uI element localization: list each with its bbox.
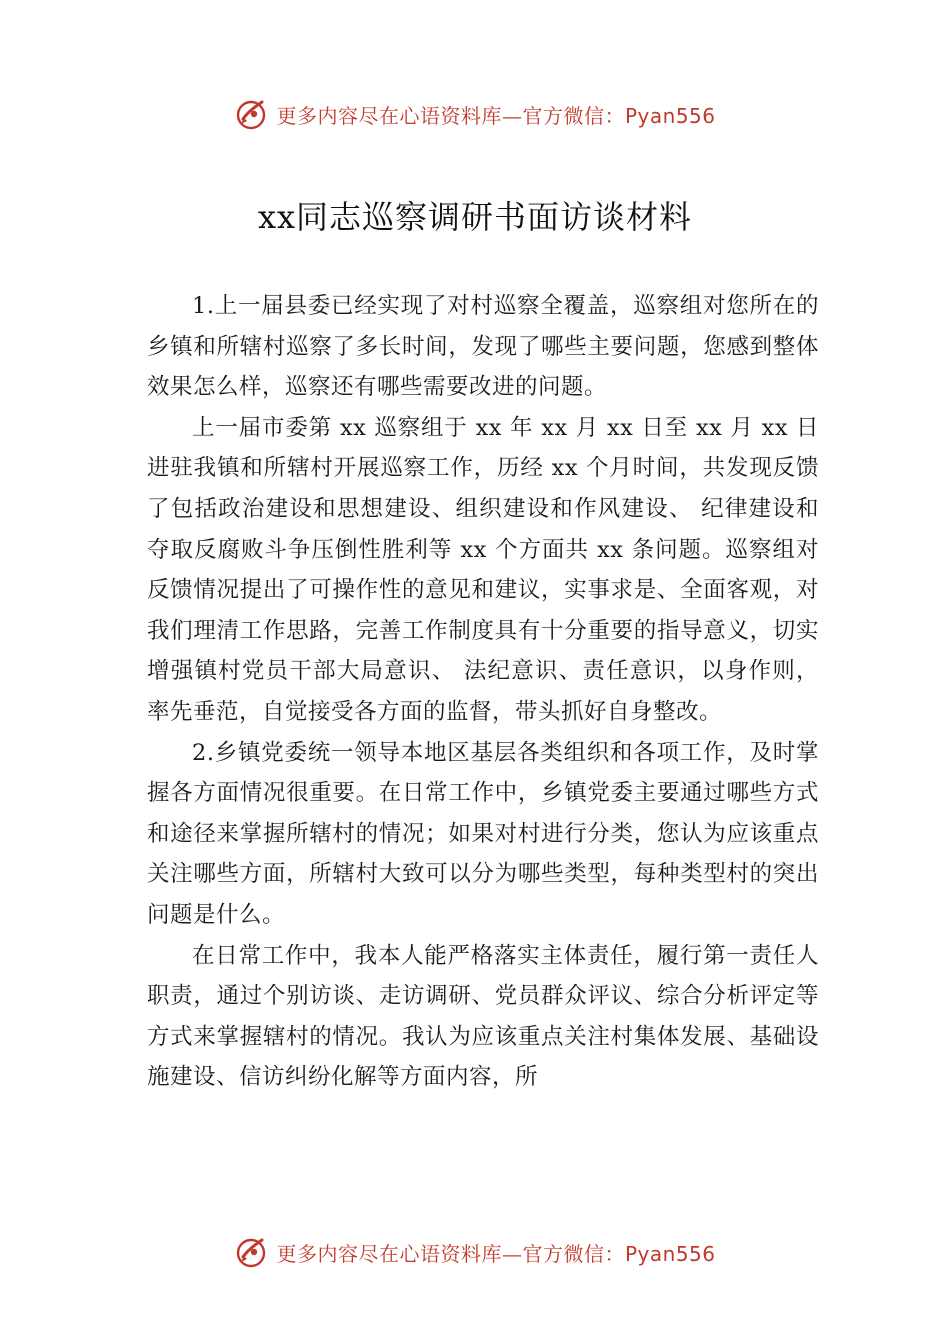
paragraph: 上一届市委第 xx 巡察组于 xx 年 xx 月 xx 日至 xx 月 xx 日进驻我镇和所辖村开展巡察工作，历经 xx 个月时间，共发现反馈了包括政治建设和思想建设、组织建设和作风建设、 纪律建设和夺取反腐败斗争压倒性胜利等 xx 个方面共 xx 条问题。巡察组对反馈情况提出了可操作性的意见和建议，实事求是、全面客观，对我们理清工作思路，完善工作制度具有十分重要的指导意义，切实增强镇村党员干部大局意识、 法纪意识、责任意识，以身作则，率先垂范，自觉接受各方面的监督，带头抓好自身整改。 bbox=[147, 414, 819, 725]
header-watermark-banner bbox=[0, 94, 950, 134]
paragraph: 在日常工作中，我本人能严格落实主体责任，履行第一责任人职责，通过个别访谈、走访调研、党员群众评议、综合分析评定等方式来掌握辖村的情况。我认为应该重点关注村集体发展、基础设施建设、信访纠纷化解等方面内容，所 bbox=[147, 942, 819, 1091]
pen-circle-logo-icon bbox=[234, 97, 268, 131]
banner-text: 更多内容尽在心语资料库—官方微信：Pyan556 bbox=[276, 103, 716, 128]
banner-text: 更多内容尽在心语资料库—官方微信：Pyan556 bbox=[276, 1241, 716, 1266]
pen-circle-logo-icon bbox=[234, 1235, 268, 1269]
paragraph: 1.上一届县委已经实现了对村巡察全覆盖，巡察组对您所在的乡镇和所辖村巡察了多长时间，发现了哪些主要问题，您感到整体效果怎么样，巡察还有哪些需要改进的问题。 bbox=[147, 293, 819, 401]
footer-watermark-banner bbox=[0, 1232, 950, 1272]
paragraph: 2.乡镇党委统一领导本地区基层各类组织和各项工作，及时掌握各方面情况很重要。在日常工作中，乡镇党委主要通过哪些方式和途径来掌握所辖村的情况；如果对村进行分类，您认为应该重点关注哪些方面，所辖村大致可以分为哪些类型，每种类型村的突出问题是什么。 bbox=[147, 739, 819, 928]
document-body bbox=[147, 286, 819, 1098]
document-title: xx同志巡察调研书面访谈材料 bbox=[257, 198, 693, 236]
